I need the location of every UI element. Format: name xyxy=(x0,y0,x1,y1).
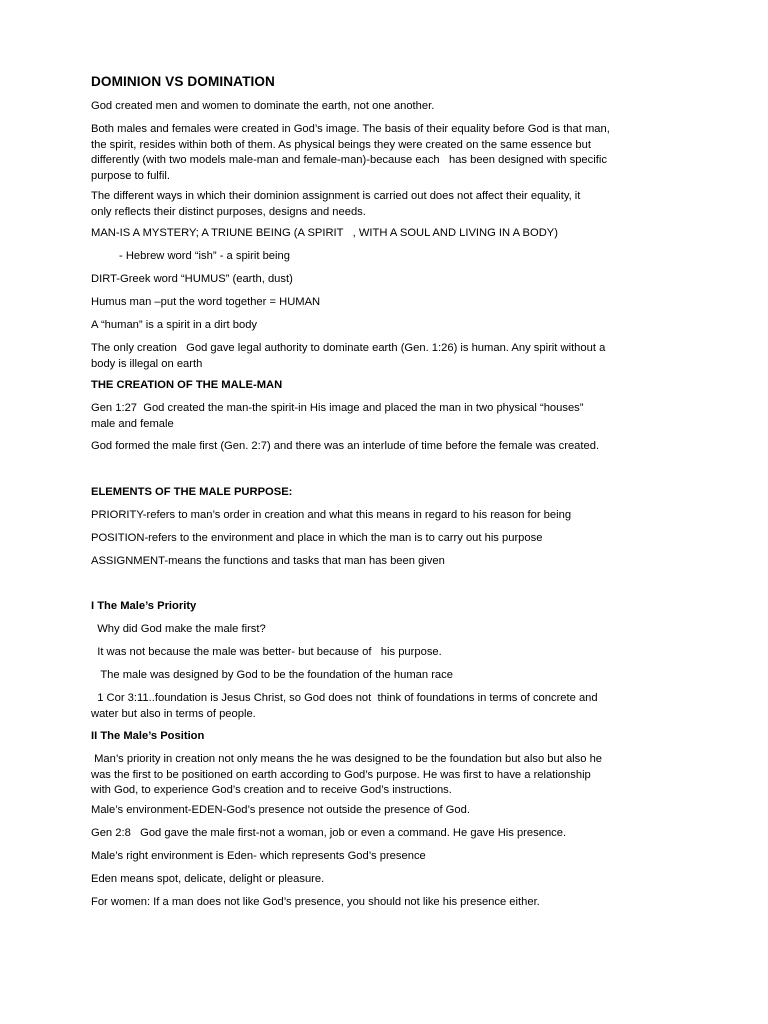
paragraph: PRIORITY-refers to man’s order in creation and what this means in regard to his reason for being xyxy=(91,509,572,521)
paragraph: Man’s priority in creation not only means the he was designed to be the foundation but also but also he was the first to be positioned on earth according to God’s purpose. He was first to have a relationship with God, to experience God’s creation and to receive God’s instructions. xyxy=(91,753,603,796)
paragraph: For women: If a man does not like God’s presence, you should not like his presence either. xyxy=(91,896,540,908)
paragraph: A “human” is a spirit in a dirt body xyxy=(91,319,258,331)
document-title: DOMINION VS DOMINATION xyxy=(91,74,275,89)
paragraph: Humus man –put the word together = HUMAN xyxy=(91,296,321,308)
section-heading: THE CREATION OF THE MALE-MAN xyxy=(91,379,283,391)
paragraph: POSITION-refers to the environment and place in which the man is to carry out his purpose xyxy=(91,532,543,544)
paragraph: It was not because the male was better- but because of his purpose. xyxy=(91,646,442,658)
paragraph: Gen 1:27 God created the man-the spirit-in His image and placed the man in two physical “houses” male and female xyxy=(91,402,584,430)
paragraph: The different ways in which their dominion assignment is carried out does not affect their equality, it only reflects their distinct purposes, designs and needs. xyxy=(91,190,581,218)
paragraph: Male’s environment-EDEN-God’s presence not outside the presence of God. xyxy=(91,804,470,816)
section-heading: I The Male’s Priority xyxy=(91,600,197,612)
paragraph: Eden means spot, delicate, delight or pleasure. xyxy=(91,873,325,885)
paragraph: Both males and females were created in God’s image. The basis of their equality before God is that man, the spirit, resides within both of them. As physical beings they were created on the same essence but differently (with two models male-man and female-man)-because each has been designed with specific purpose to fulfil. xyxy=(91,123,610,182)
paragraph: DIRT-Greek word “HUMUS” (earth, dust) xyxy=(91,273,293,285)
section-heading: ELEMENTS OF THE MALE PURPOSE: xyxy=(91,486,293,498)
paragraph: MAN-IS A MYSTERY; A TRIUNE BEING (A SPIRIT , WITH A SOUL AND LIVING IN A BODY) xyxy=(91,227,558,239)
paragraph: Male’s right environment is Eden- which represents God’s presence xyxy=(91,850,426,862)
paragraph: The only creation God gave legal authority to dominate earth (Gen. 1:26) is human. Any spirit without a body is illegal on earth xyxy=(91,342,606,370)
section-heading: II The Male’s Position xyxy=(91,730,205,742)
paragraph: God created men and women to dominate the earth, not one another. xyxy=(91,100,435,112)
paragraph: 1 Cor 3:11..foundation is Jesus Christ, so God does not think of foundations in terms of concrete and water but also in terms of people. xyxy=(91,692,598,720)
paragraph: God formed the male first (Gen. 2:7) and there was an interlude of time before the female was created. xyxy=(91,440,600,452)
paragraph: Gen 2:8 God gave the male first-not a woman, job or even a command. He gave His presence. xyxy=(91,827,567,839)
paragraph: Why did God make the male first? xyxy=(91,623,266,635)
paragraph: - Hebrew word “ish” - a spirit being xyxy=(91,250,290,262)
paragraph: ASSIGNMENT-means the functions and tasks that man has been given xyxy=(91,555,445,567)
paragraph: The male was designed by God to be the foundation of the human race xyxy=(91,669,453,681)
